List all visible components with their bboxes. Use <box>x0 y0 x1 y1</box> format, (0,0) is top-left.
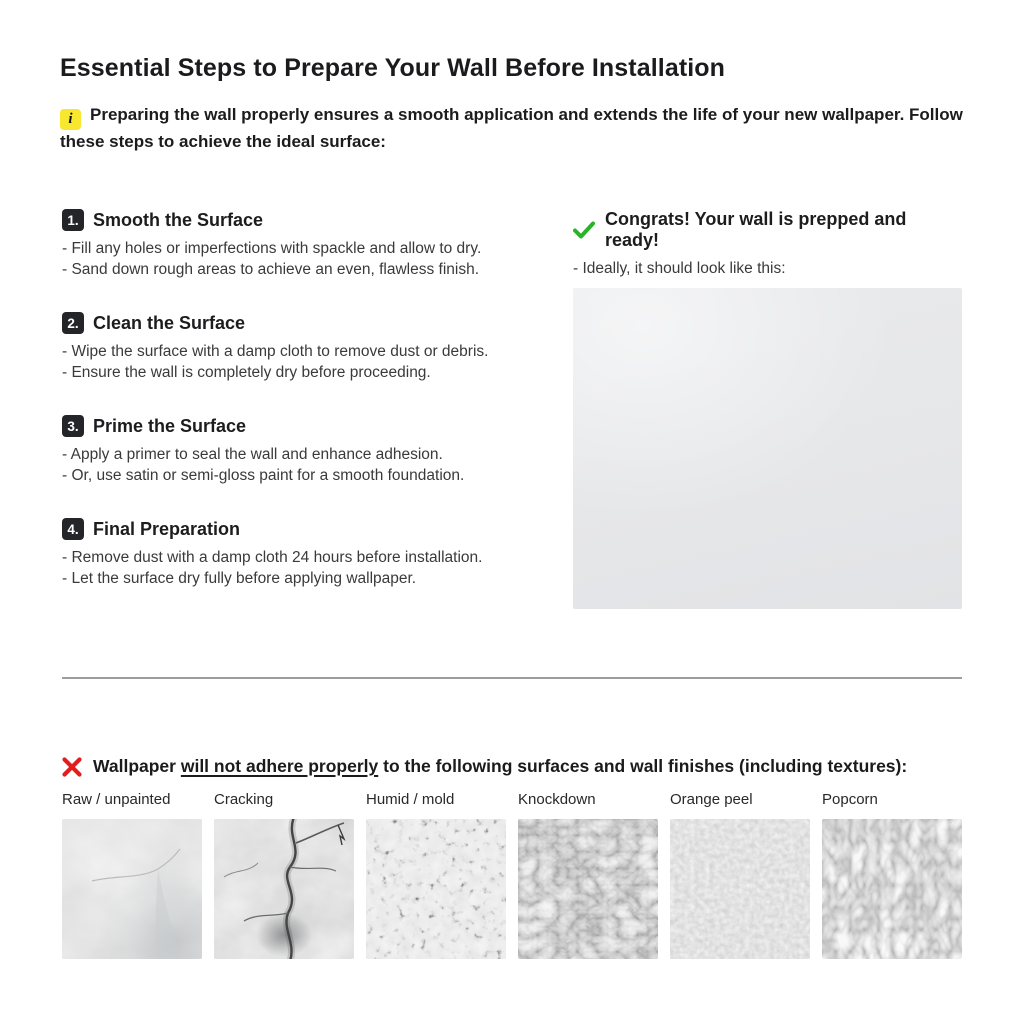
surface-popcorn <box>822 791 962 959</box>
surface-raw-unpainted <box>62 791 202 959</box>
surface-label: Knockdown <box>518 791 596 808</box>
step-4-badge: 4. <box>62 518 84 540</box>
step-prime-the-surface <box>62 415 534 486</box>
humid-mold-texture-image <box>366 819 506 959</box>
step-2-title: Clean the Surface <box>93 312 246 333</box>
surface-label: Cracking <box>214 791 274 808</box>
step-2-bullet: - Ensure the wall is completely dry before proceeding. <box>62 364 431 381</box>
surface-label: Raw / unpainted <box>62 791 171 808</box>
info-icon: i <box>60 109 81 130</box>
result-subtext: - Ideally, it should look like this: <box>573 260 786 277</box>
result-column <box>573 209 962 609</box>
surface-label: Humid / mold <box>366 791 455 808</box>
step-4-bullet: - Remove dust with a damp cloth 24 hours before installation. <box>62 549 483 566</box>
cross-icon <box>62 757 82 777</box>
surface-label: Orange peel <box>670 791 753 808</box>
step-1-title: Smooth the Surface <box>93 209 264 230</box>
section-divider <box>62 677 962 679</box>
warning-prefix: Wallpaper <box>93 756 181 776</box>
warning-text <box>93 756 907 777</box>
step-4-bullet: - Let the surface dry fully before applying wallpaper. <box>62 570 417 587</box>
knockdown-texture-image <box>518 819 658 959</box>
steps-column <box>62 209 534 621</box>
step-1-bullet: - Sand down rough areas to achieve an even, flawless finish. <box>62 261 480 278</box>
step-2-badge: 2. <box>62 312 84 334</box>
step-3-badge: 3. <box>62 415 84 437</box>
surface-gallery <box>62 791 962 959</box>
raw-unpainted-texture-image <box>62 819 202 959</box>
step-clean-the-surface <box>62 312 534 383</box>
prepped-wall-image <box>573 288 962 609</box>
step-1-badge: 1. <box>62 209 84 231</box>
step-4-title: Final Preparation <box>93 518 241 539</box>
step-smooth-the-surface <box>62 209 534 280</box>
surface-orange-peel <box>670 791 810 959</box>
step-final-preparation <box>62 518 534 589</box>
intro-text: Preparing the wall properly ensures a smooth application and extends the life of your new wallpaper. Follow these steps to achieve the ideal surface: <box>60 105 963 151</box>
page-title: Essential Steps to Prepare Your Wall Before Installation <box>60 54 726 82</box>
surface-humid-mold <box>366 791 506 959</box>
warning-section <box>62 756 962 959</box>
surface-cracking <box>214 791 354 959</box>
cracking-texture-image <box>214 819 354 959</box>
step-2-bullet: - Wipe the surface with a damp cloth to remove dust or debris. <box>62 343 489 360</box>
step-3-title: Prime the Surface <box>93 415 247 436</box>
warning-emphasis: will not adhere properly <box>180 756 379 776</box>
result-heading: Congrats! Your wall is prepped and ready! <box>605 209 907 250</box>
warning-suffix: to the following surfaces and wall finishes (including textures): <box>378 756 908 776</box>
popcorn-texture-image <box>822 819 962 959</box>
step-1-bullet: - Fill any holes or imperfections with spackle and allow to dry. <box>62 240 482 257</box>
surface-label: Popcorn <box>822 791 878 808</box>
check-icon <box>573 221 595 239</box>
surface-knockdown <box>518 791 658 959</box>
orange-peel-texture-image <box>670 819 810 959</box>
step-3-bullet: - Or, use satin or semi-gloss paint for a smooth foundation. <box>62 467 465 484</box>
step-3-bullet: - Apply a primer to seal the wall and enhance adhesion. <box>62 446 443 463</box>
intro-paragraph <box>60 103 968 154</box>
